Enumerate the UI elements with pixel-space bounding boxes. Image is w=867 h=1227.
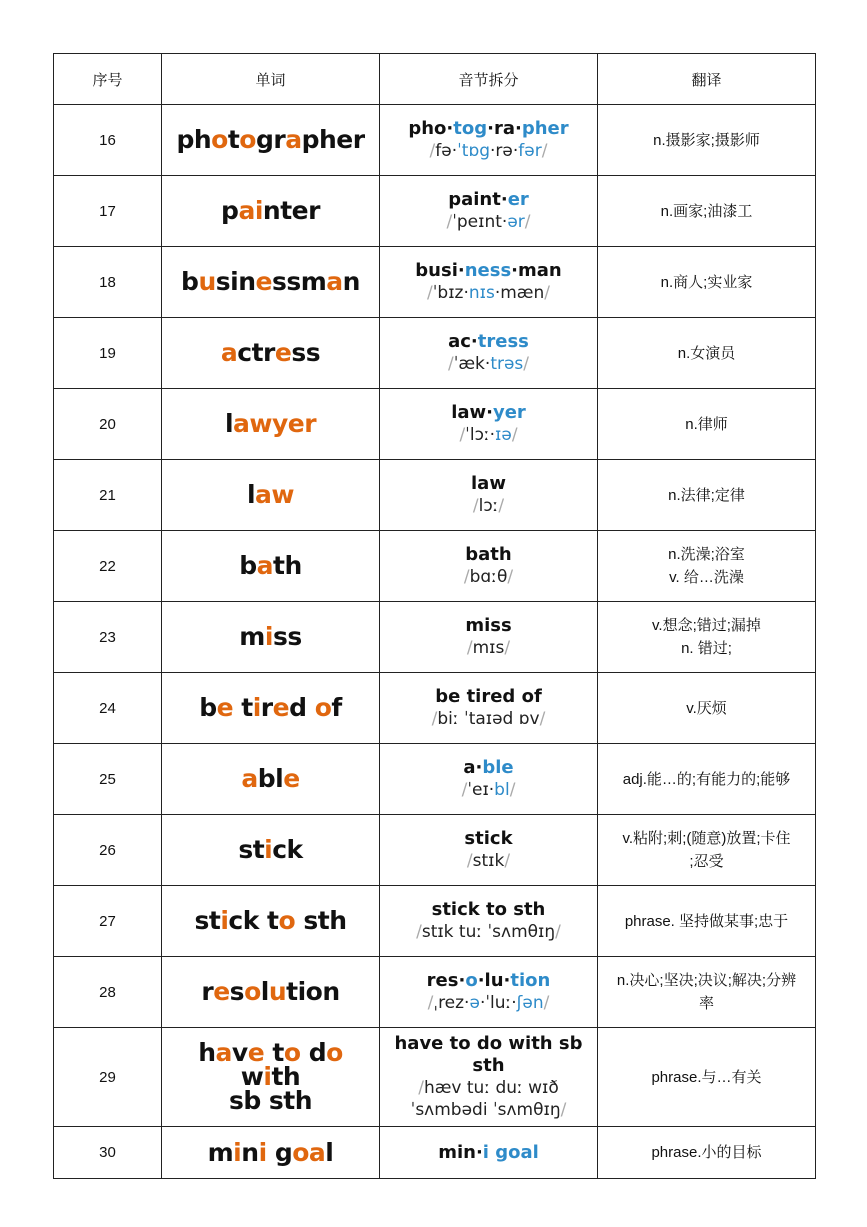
word-segment: g xyxy=(266,1137,293,1167)
word-segment: l xyxy=(246,480,256,509)
word-segment: s xyxy=(229,977,245,1006)
header-index: 序号 xyxy=(54,54,162,105)
syllable-segment: yer xyxy=(492,402,526,423)
syllable-segment: miss xyxy=(465,615,512,636)
word-segment: w xyxy=(240,1062,264,1091)
word-segment: e xyxy=(247,1038,265,1067)
slash-open: / xyxy=(472,496,479,516)
syllable-split xyxy=(384,260,593,282)
syllable-split xyxy=(384,189,593,211)
phonetic-segment: biː ˈtaɪəd ɒv xyxy=(437,709,540,729)
slash-close: / xyxy=(524,212,531,232)
translation-line: ;忍受 xyxy=(689,853,724,870)
translation-line: v.厌烦 xyxy=(686,699,727,717)
row-word xyxy=(162,247,380,318)
translation-line: phrase.与…有关 xyxy=(651,1068,762,1086)
syllable-segment: tion xyxy=(510,970,551,991)
word-segment: th xyxy=(273,551,302,580)
row-word xyxy=(162,1028,380,1127)
word-segment: o xyxy=(278,906,296,935)
word-segment: m xyxy=(239,622,265,651)
phonetic-segment: ˈbɪz· xyxy=(432,283,469,303)
word-segment: u xyxy=(198,267,216,296)
translation-line: n.女演员 xyxy=(677,344,736,362)
word-segment: ck xyxy=(272,835,303,864)
syllable-segment: pho· xyxy=(408,118,454,139)
slash-close: / xyxy=(507,567,514,587)
row-translation xyxy=(598,105,816,176)
row-translation xyxy=(598,176,816,247)
header-row xyxy=(54,54,816,105)
word-segment: nter xyxy=(262,196,320,225)
slash-close: / xyxy=(560,1100,567,1120)
slash-close: / xyxy=(509,780,516,800)
row-translation xyxy=(598,744,816,815)
word-segment: e xyxy=(283,764,300,793)
word-segment: m xyxy=(207,1137,234,1167)
word-segment: o xyxy=(283,1038,301,1067)
syllable-split xyxy=(384,615,593,637)
row-index: 27 xyxy=(54,886,162,957)
row-translation xyxy=(598,460,816,531)
phonetic-segment: ˈeɪ· xyxy=(467,780,495,800)
translation-line: n. 错过; xyxy=(681,640,732,657)
row-syllables xyxy=(380,673,598,744)
syllable-split xyxy=(384,118,593,140)
row-syllables xyxy=(380,389,598,460)
slash-open: / xyxy=(447,354,454,374)
word-segment: awyer xyxy=(233,409,317,438)
word-segment: l xyxy=(224,409,234,438)
syllable-split xyxy=(384,899,593,921)
word-segment: a xyxy=(220,338,238,367)
word-segment: ai xyxy=(238,196,263,225)
word-segment: e xyxy=(216,693,234,722)
phonetic-transcription xyxy=(384,211,593,233)
row-index: 19 xyxy=(54,318,162,389)
row-translation xyxy=(598,602,816,673)
row-translation xyxy=(598,389,816,460)
phonetic-segment: ˈæk· xyxy=(453,354,491,374)
word-segment: th xyxy=(271,1062,301,1091)
word-segment: i xyxy=(258,1137,267,1167)
row-syllables xyxy=(380,105,598,176)
slash-close: / xyxy=(555,922,561,942)
phonetic-segment: ər xyxy=(507,212,525,232)
phonetic-transcription xyxy=(384,850,593,872)
syllable-segment: ble xyxy=(482,757,514,778)
phonetic-segment: ·mæn xyxy=(494,283,545,303)
row-word xyxy=(162,673,380,744)
syllable-split xyxy=(384,331,593,353)
row-translation xyxy=(598,1127,816,1179)
slash-open: / xyxy=(463,567,470,587)
slash-close: / xyxy=(539,709,546,729)
row-syllables xyxy=(380,1127,598,1179)
syllable-segment: ness xyxy=(464,260,512,281)
word-segment: e xyxy=(274,338,292,367)
word-segment: o xyxy=(326,1038,343,1067)
phonetic-transcription xyxy=(384,282,593,304)
row-index: 23 xyxy=(54,602,162,673)
word-segment: oa xyxy=(292,1137,326,1167)
row-word xyxy=(162,957,380,1028)
phonetic-transcription xyxy=(384,992,593,1014)
phonetic-segment: ʃən xyxy=(516,993,544,1013)
phonetic-transcription xyxy=(384,353,593,375)
word-segment: b xyxy=(199,693,217,722)
word-segment: i xyxy=(264,622,273,651)
phonetic-segment: nɪs xyxy=(468,283,495,303)
word-segment: n xyxy=(241,1137,259,1167)
table-body xyxy=(54,105,816,1179)
word-segment: o xyxy=(239,125,256,154)
row-syllables xyxy=(380,744,598,815)
row-word xyxy=(162,886,380,957)
slash-open: / xyxy=(429,141,436,161)
phonetic-transcription xyxy=(384,921,593,943)
row-index: 18 xyxy=(54,247,162,318)
slash-close: / xyxy=(541,141,548,161)
syllable-segment: res· xyxy=(426,970,466,991)
word-segment: e xyxy=(213,977,230,1006)
syllable-segment: ·ra· xyxy=(487,118,522,139)
row-syllables xyxy=(380,176,598,247)
word-segment: p xyxy=(221,196,239,225)
header-translation: 翻译 xyxy=(598,54,816,105)
word-segment: d xyxy=(300,1038,327,1067)
word-segment: sb sth xyxy=(228,1086,313,1115)
translation-line: n.法律;定律 xyxy=(668,486,745,504)
word-segment: i xyxy=(264,835,273,864)
translation-line: n.决心;坚决;决议;解决;分辨 xyxy=(616,972,797,989)
word-segment: r xyxy=(260,693,273,722)
phonetic-segment: fər xyxy=(518,141,542,161)
syllable-segment: min· xyxy=(438,1141,483,1163)
syllable-split xyxy=(384,757,593,779)
row-translation xyxy=(598,886,816,957)
slash-open: / xyxy=(427,283,433,303)
word-segment: bl xyxy=(257,764,284,793)
table-row xyxy=(54,1028,816,1127)
word-segment: l xyxy=(260,977,269,1006)
translation-line: n.律师 xyxy=(685,415,728,433)
word-segment: r xyxy=(201,977,214,1006)
table-row xyxy=(54,744,816,815)
slash-close: / xyxy=(511,425,518,445)
syllable-segment: i goal xyxy=(482,1141,539,1163)
table-row xyxy=(54,602,816,673)
phonetic-segment: fə· xyxy=(435,141,458,161)
word-segment: i xyxy=(252,693,261,722)
syllable-split xyxy=(384,544,593,566)
word-segment: l xyxy=(325,1137,334,1167)
word-segment: i xyxy=(220,906,229,935)
row-word xyxy=(162,815,380,886)
word-segment: t xyxy=(227,125,240,154)
phonetic-segment: mɪs xyxy=(472,638,505,658)
header-word: 单词 xyxy=(162,54,380,105)
word-segment: a xyxy=(241,764,258,793)
slash-open: / xyxy=(446,212,453,232)
translation-line: v. 给…洗澡 xyxy=(669,569,744,586)
word-segment: t xyxy=(233,693,253,722)
table-row xyxy=(54,957,816,1028)
row-index: 16 xyxy=(54,105,162,176)
word-segment: v xyxy=(231,1038,248,1067)
row-translation xyxy=(598,531,816,602)
slash-close: / xyxy=(523,354,530,374)
word-segment: i xyxy=(233,1137,242,1167)
word-segment: e xyxy=(255,267,272,296)
syllable-split xyxy=(384,1142,593,1164)
phonetic-transcription xyxy=(384,495,593,517)
phonetic-segment: ˈtɒg xyxy=(457,141,491,161)
phonetic-segment: ˈlɔː· xyxy=(465,425,496,445)
row-translation xyxy=(598,1028,816,1127)
row-word xyxy=(162,460,380,531)
row-word xyxy=(162,105,380,176)
word-segment: ctr xyxy=(237,338,275,367)
phonetic-transcription xyxy=(384,566,593,588)
phonetic-transcription xyxy=(384,779,593,801)
word-segment: a xyxy=(326,267,343,296)
row-word xyxy=(162,389,380,460)
syllable-segment: er xyxy=(507,189,529,210)
slash-open: / xyxy=(418,1078,424,1098)
syllable-segment: stick xyxy=(464,828,513,849)
table-row xyxy=(54,389,816,460)
slash-open: / xyxy=(427,993,434,1013)
phonetic-segment: ə xyxy=(469,993,480,1013)
syllable-segment: tress xyxy=(477,331,529,352)
phonetic-segment: ·rə· xyxy=(490,141,519,161)
table-row xyxy=(54,105,816,176)
syllable-segment: stick to sth xyxy=(431,899,546,920)
translation-line: phrase.小的目标 xyxy=(651,1144,762,1161)
row-syllables xyxy=(380,957,598,1028)
word-segment: sin xyxy=(215,267,256,296)
slash-close: / xyxy=(498,496,505,516)
word-segment: f xyxy=(331,693,342,722)
table-row xyxy=(54,176,816,247)
syllable-segment: busi· xyxy=(415,260,465,281)
syllable-segment: have to do with sb xyxy=(394,1033,583,1054)
slash-open: / xyxy=(459,425,466,445)
row-index: 24 xyxy=(54,673,162,744)
phonetic-segment: ˈsʌmbədi ˈsʌmθɪŋ xyxy=(410,1100,561,1120)
syllable-segment: tog xyxy=(453,118,488,139)
table-row xyxy=(54,318,816,389)
word-segment: ph xyxy=(176,125,212,154)
phonetic-segment: ɪə xyxy=(495,425,512,445)
phonetic-transcription xyxy=(384,140,593,162)
syllable-segment: o xyxy=(465,970,478,991)
word-segment: b xyxy=(181,267,199,296)
phonetic-transcription xyxy=(384,637,593,659)
word-segment: pher xyxy=(301,125,365,154)
phonetic-segment: trəs xyxy=(490,354,524,374)
syllable-segment: a· xyxy=(463,757,483,778)
word-segment: o xyxy=(244,977,261,1006)
row-word xyxy=(162,1127,380,1179)
translation-line: phrase. 坚持做某事;忠于 xyxy=(624,912,789,930)
row-index: 29 xyxy=(54,1028,162,1127)
word-segment: ss xyxy=(272,622,302,651)
syllable-split xyxy=(384,473,593,495)
row-syllables xyxy=(380,531,598,602)
row-index: 21 xyxy=(54,460,162,531)
syllable-segment: ·man xyxy=(511,260,562,281)
slash-open: / xyxy=(466,638,473,658)
word-segment: t xyxy=(264,1038,284,1067)
word-segment: st xyxy=(194,906,221,935)
word-segment: b xyxy=(239,551,257,580)
row-index: 25 xyxy=(54,744,162,815)
syllable-split xyxy=(384,970,593,992)
syllable-segment: sth xyxy=(472,1055,505,1076)
phonetic-segment: stɪk tuː ˈsʌmθɪŋ xyxy=(421,922,556,942)
word-segment: ck t xyxy=(228,906,279,935)
table-row xyxy=(54,531,816,602)
word-segment: o xyxy=(314,693,332,722)
slash-close: / xyxy=(543,993,550,1013)
phonetic-segment: lɔː xyxy=(478,496,499,516)
word-segment: a xyxy=(256,551,274,580)
phonetic-segment: ˈpeɪnt· xyxy=(452,212,508,232)
row-translation xyxy=(598,673,816,744)
slash-open: / xyxy=(416,922,422,942)
phonetic-transcription xyxy=(384,424,593,446)
syllable-split xyxy=(384,828,593,850)
translation-line: v.想念;错过;漏掉 xyxy=(652,617,761,634)
syllable-split xyxy=(384,402,593,424)
word-segment: e xyxy=(272,693,290,722)
syllable-split xyxy=(384,1033,593,1077)
row-index: 28 xyxy=(54,957,162,1028)
row-translation xyxy=(598,318,816,389)
syllable-segment: be tired of xyxy=(435,686,542,707)
word-segment: o xyxy=(211,125,228,154)
table-row xyxy=(54,815,816,886)
table-row xyxy=(54,460,816,531)
slash-open: / xyxy=(466,851,473,871)
translation-line: n.摄影家;摄影师 xyxy=(653,131,760,149)
word-segment: ssm xyxy=(271,267,327,296)
syllable-segment: pher xyxy=(521,118,569,139)
word-segment: sth xyxy=(295,906,347,935)
slash-close: / xyxy=(504,851,511,871)
row-word xyxy=(162,602,380,673)
phonetic-segment: ·ˈluː· xyxy=(479,993,517,1013)
phonetic-transcription xyxy=(384,708,593,730)
phonetic-segment: ˌrez· xyxy=(433,993,470,1013)
word-segment: gr xyxy=(255,125,286,154)
row-word xyxy=(162,744,380,815)
translation-line: n.画家;油漆工 xyxy=(660,202,753,220)
row-translation xyxy=(598,815,816,886)
row-syllables xyxy=(380,815,598,886)
table-row xyxy=(54,673,816,744)
row-index: 30 xyxy=(54,1127,162,1179)
row-syllables xyxy=(380,318,598,389)
phonetic-segment: hæv tuː duː wɪð xyxy=(423,1078,559,1098)
row-word xyxy=(162,176,380,247)
row-syllables xyxy=(380,886,598,957)
row-word xyxy=(162,531,380,602)
table-row xyxy=(54,1127,816,1179)
row-syllables xyxy=(380,460,598,531)
syllable-segment: ac· xyxy=(448,331,478,352)
slash-close: / xyxy=(544,283,550,303)
vocabulary-table xyxy=(53,53,816,1179)
word-segment: n xyxy=(342,267,360,296)
syllable-segment: ·lu· xyxy=(477,970,511,991)
phonetic-segment: bl xyxy=(494,780,510,800)
row-syllables xyxy=(380,602,598,673)
translation-line: n.商人;实业家 xyxy=(660,273,753,291)
word-segment: a xyxy=(215,1038,232,1067)
translation-line: n.洗澡;浴室 xyxy=(668,546,745,563)
translation-line: adj.能…的;有能力的;能够 xyxy=(622,770,791,788)
word-segment: i xyxy=(263,1062,272,1091)
syllable-segment: law· xyxy=(451,402,493,423)
word-segment: d xyxy=(289,693,315,722)
row-syllables xyxy=(380,1028,598,1127)
slash-open: / xyxy=(431,709,438,729)
word-segment: h xyxy=(198,1038,216,1067)
word-segment: u xyxy=(268,977,287,1006)
slash-close: / xyxy=(504,638,511,658)
syllable-split xyxy=(384,686,593,708)
word-segment: st xyxy=(238,835,265,864)
table-row xyxy=(54,247,816,318)
syllable-segment: bath xyxy=(465,544,512,565)
row-index: 20 xyxy=(54,389,162,460)
slash-open: / xyxy=(461,780,468,800)
phonetic-segment: bɑːθ xyxy=(469,567,508,587)
word-segment: tion xyxy=(286,977,340,1006)
translation-line: v.粘附;刺;(随意)放置;卡住 xyxy=(622,830,791,847)
row-index: 17 xyxy=(54,176,162,247)
row-translation xyxy=(598,957,816,1028)
header-syllables: 音节拆分 xyxy=(380,54,598,105)
row-translation xyxy=(598,247,816,318)
word-segment: ss xyxy=(291,338,321,367)
syllable-segment: paint· xyxy=(448,189,508,210)
translation-line: 率 xyxy=(698,995,714,1012)
phonetic-segment: stɪk xyxy=(472,851,505,871)
row-index: 22 xyxy=(54,531,162,602)
row-word xyxy=(162,318,380,389)
row-index: 26 xyxy=(54,815,162,886)
syllable-segment: law xyxy=(471,473,506,494)
row-syllables xyxy=(380,247,598,318)
table-row xyxy=(54,886,816,957)
word-segment: a xyxy=(285,125,302,154)
word-segment: aw xyxy=(255,480,295,509)
phonetic-transcription xyxy=(384,1077,593,1121)
